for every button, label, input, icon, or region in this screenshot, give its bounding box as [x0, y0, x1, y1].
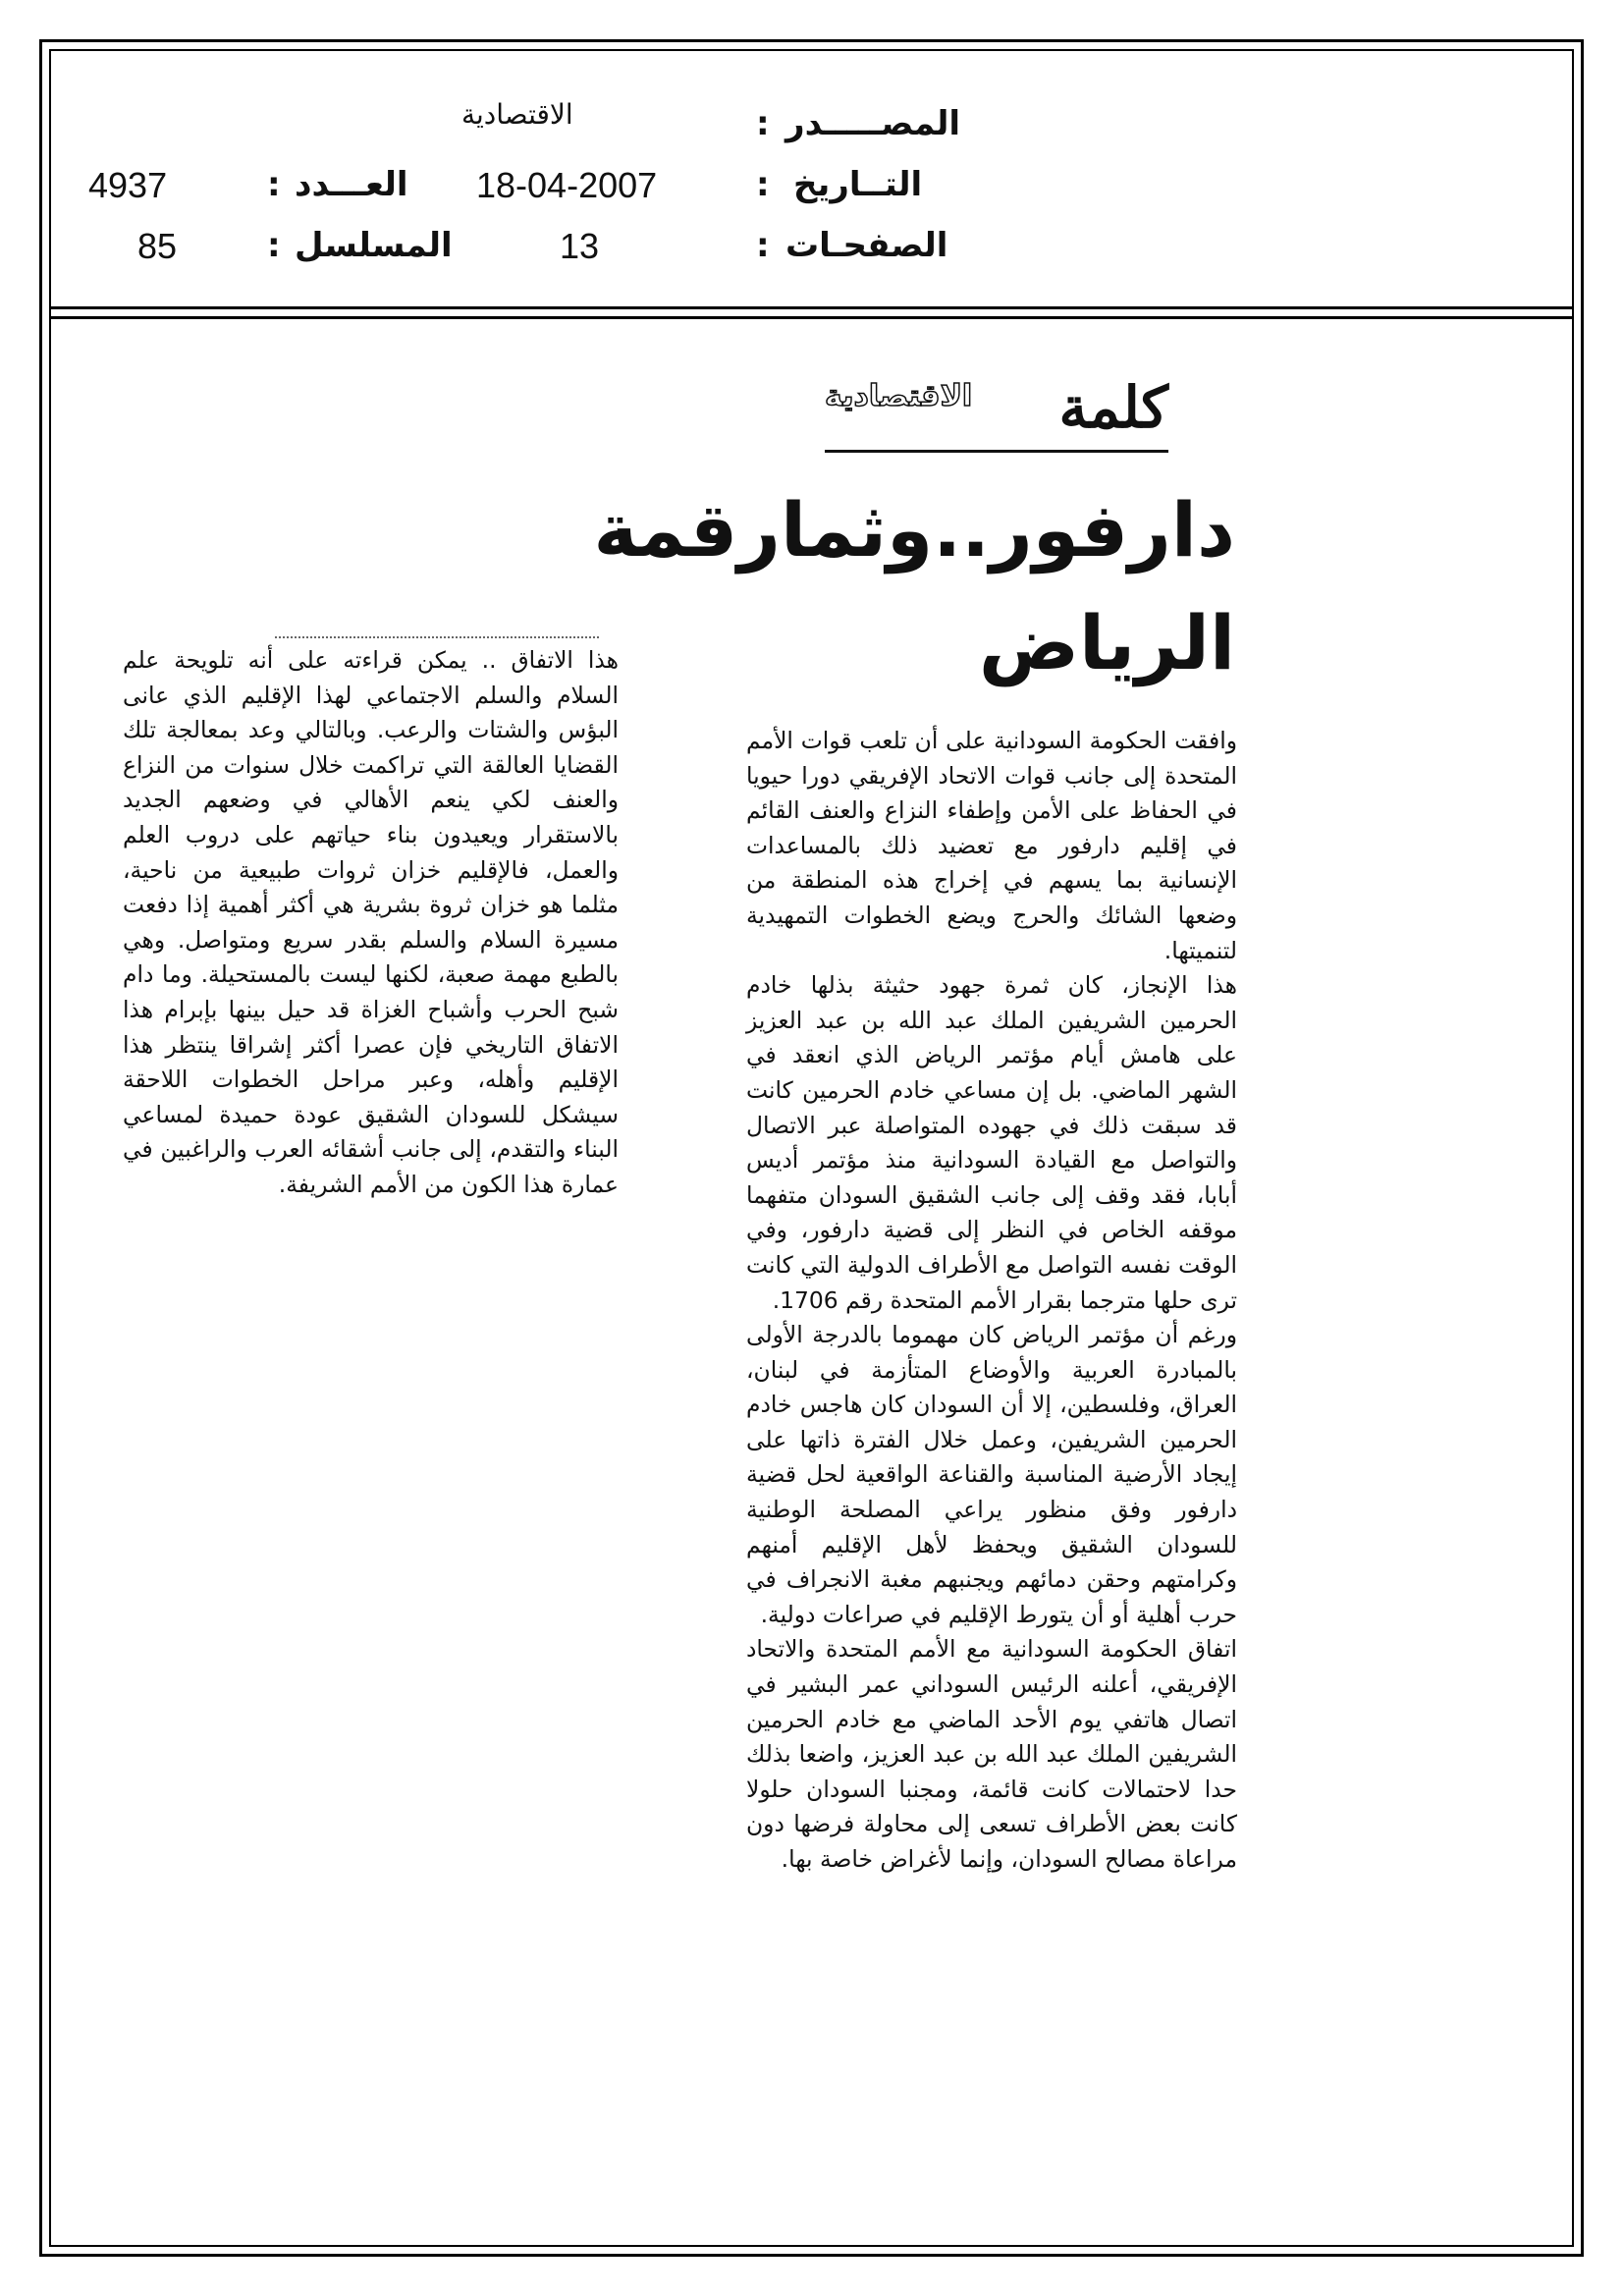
date-value: 18-04-2007: [476, 165, 658, 205]
header-divider-top: [49, 306, 1574, 309]
date-colon: :: [756, 165, 770, 204]
article-column-left: [123, 643, 619, 1203]
headline-line2: الرياض: [978, 599, 1235, 686]
serial-colon: :: [267, 226, 281, 265]
header-divider-bottom: [49, 316, 1574, 319]
column-logo-main: كلمة: [1058, 374, 1168, 441]
source-colon: :: [756, 104, 770, 143]
serial-value: 85: [137, 226, 178, 266]
article-paragraph: اتفاق الحكومة السودانية مع الأمم المتحدة والاتحاد الإفريقي، أعلنه الرئيس السوداني عمر البشير في اتصال هاتفي يوم الأحد الماضي مع خادم الحرمين الشريفين الملك عبد الله بن عبد العزيز، واضعا بذلك حدا لاحتمالات كانت قائمة، ومجنبا السودان حلولا كانت بعض الأطراف تسعى إلى محاولة فرضها دون مراعاة مصالح السودان، وإنما لأغراض خاصة بها.: [746, 1635, 1237, 1873]
issue-label: العـــدد: [295, 165, 408, 204]
issue-colon: :: [267, 165, 281, 204]
article-paragraph: وافقت الحكومة السودانية على أن تلعب قوات الأمم المتحدة إلى جانب قوات الاتحاد الإفريقي دورا حيويا في الحفاظ على الأمن وإطفاء النزاع والعنف القائم في إقليم دارفور مع تعضيد ذلك بالمساعدات الإنسانية بما يسهم في إخراج هذه المنطقة من وضعها الشائك والحرج ويضع الخطوات التمهيدية لتنميتها.: [746, 727, 1237, 964]
issue-value: 4937: [88, 165, 168, 205]
headline-line1: دارفور..وثمارقمة: [593, 486, 1235, 574]
article-paragraph: ورغم أن مؤتمر الرياض كان مهموما بالدرجة الأولى بالمبادرة العربية والأوضاع المتأزمة في لبنان، العراق، وفلسطين، إلا أن السودان كان هاجس خادم الحرمين الشريفين، وعمل خلال الفترة ذاتها على إيجاد الأرضية المناسبة والقناعة الواقعية لحل قضية دارفور وفق منظور يراعي المصلحة الوطنية للسودان الشقيق ويحفظ لأهل الإقليم أمنهم وكرامتهم وحقن دمائهم ويجنبهم مغبة الانجراف في حرب أهلية أو أن يتورط الإقليم في صراعات دولية.: [746, 1321, 1237, 1628]
serial-label: المسلسل: [295, 226, 453, 265]
article-paragraph: هذا الإنجاز، كان ثمرة جهود حثيثة بذلها خادم الحرمين الشريفين الملك عبد الله بن عبد العزيز على هامش أيام مؤتمر الرياض الذي انعقد في الشهر الماضي. بل إن مساعي خادم الحرمين كانت قد سبقت ذلك في جهوده المتواصلة عبر الاتصال والتواصل مع القيادة السودانية منذ مؤتمر أديس أبابا، فقد وقف إلى جانب الشقيق السودان متفهما موقفه الخاص في النظر إلى قضية دارفور، وفي الوقت نفسه التواصل مع الأطراف الدولية التي كانت ترى حلها مترجما بقرار الأمم المتحدة رقم 1706.: [746, 971, 1237, 1314]
pages-colon: :: [756, 226, 770, 265]
source-value: الاقتصادية: [461, 98, 573, 131]
article-column-right: [746, 724, 1237, 1878]
article-paragraph: هذا الاتفاق .. يمكن قراءته على أنه تلويحة علم السلام والسلم الاجتماعي لهذا الإقليم الذي عانى البؤس والشتات والرعب. وبالتالي وعد بمعالجة تلك القضايا العالقة التي تراكمت خلال سنوات من النزاع والعنف لكي ينعم الأهالي في وضعهم الجديد بالاستقرار ويعيدون بناء حياتهم على دروب العلم والعمل، فالإقليم خزان ثروات طبيعية من ناحية، مثلما هو خزان ثروة بشرية هي أكثر أهمية إذا دفعت مسيرة السلام والسلم بقدر سريع ومتواصل. وهي بالطبع مهمة صعبة، لكنها ليست بالمستحيلة. وما دام شبح الحرب وأشباح الغزاة قد حيل بينها بإبرام هذا الاتفاق التاريخي فإن عصرا أكثر إشراقا ينتظر هذا الإقليم وأهله، وعبر مراحل الخطوات اللاحقة سيشكل للسودان الشقيق عودة حميدة لمساعي البناء والتقدم، إلى جانب أشقائه العرب والراغبين في عمارة هذا الكون من الأمم الشريفة.: [123, 646, 619, 1198]
pages-label: الصفحـات: [785, 226, 948, 265]
date-label: التــاريخ: [793, 165, 923, 204]
pages-value: 13: [560, 226, 600, 266]
source-label: المصـــــدر: [785, 104, 961, 143]
column-logo: [825, 373, 1168, 453]
clipped-text-edge: [275, 629, 599, 638]
column-logo-sub: الاقتصادية: [825, 379, 973, 413]
